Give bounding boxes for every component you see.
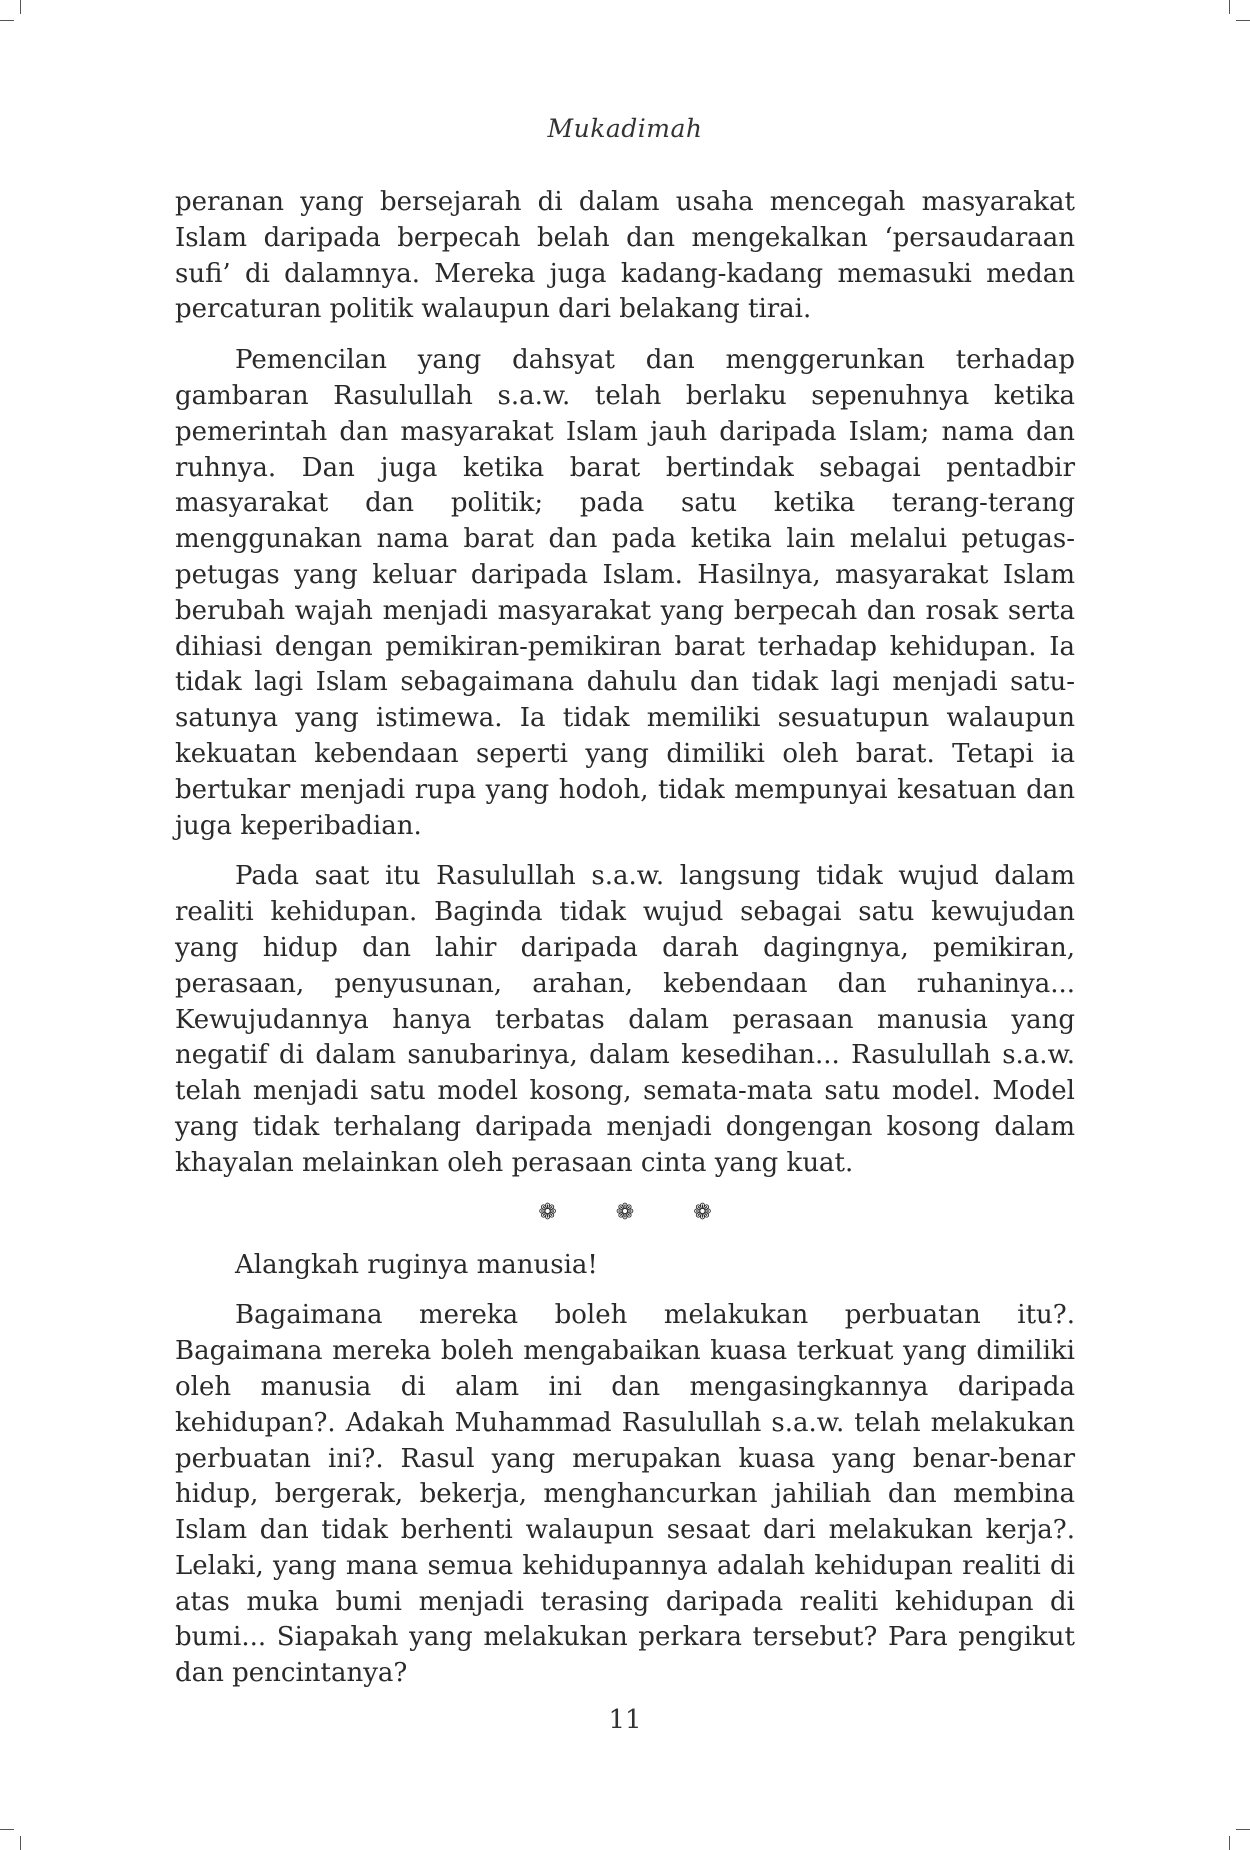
- paragraph: Pemencilan yang dahsyat dan menggerunkan terhadap gambaran Rasulullah s.a.w. telah berlaku sepenuhnya ketika pemerintah dan masyarakat Islam jauh daripada Islam; nama dan ruhnya. Dan juga ketika barat bertindak sebagai pentadbir masyarakat dan politik; pada satu ketika terang-terang menggunakan nama barat dan pada ketika lain melalui petugas-petugas yang keluar daripada Islam. Hasilnya, masyarakat Islam berubah wajah menjadi masyarakat yang berpecah dan rosak serta dihiasi dengan pemikiran-pemikiran barat terhadap kehidupan. Ia tidak lagi Islam sebagaimana dahulu dan tidak lagi menjadi satu-satunya yang istimewa. Ia tidak memiliki sesuatupun walaupun kekuatan kebendaan seperti yang dimiliki oleh barat. Tetapi ia bertukar menjadi rupa yang hodoh, tidak mempunyai kesatuan dan juga keperibadian.: [175, 345, 1075, 841]
- crop-mark-top-right-h: [1236, 20, 1250, 21]
- flower-ornament-icon: ❁: [693, 1199, 712, 1225]
- crop-mark-top-right: [1229, 0, 1230, 14]
- crop-mark-top-left: [20, 0, 21, 14]
- flower-ornament-icon: ❁: [538, 1199, 557, 1225]
- crop-mark-bottom-right: [1229, 1836, 1230, 1850]
- crop-mark-top-left-h: [0, 20, 14, 21]
- crop-mark-bottom-left: [20, 1836, 21, 1850]
- paragraph-continuation: peranan yang bersejarah di dalam usaha mencegah masyarakat Islam daripada berpecah belah dan mengekalkan ‘persaudaraan sufi’ di dalamnya. Mereka juga kadang-kadang memasuki medan percaturan politik walaupun dari belakang tirai.: [175, 187, 1075, 325]
- page-number: 11: [608, 1705, 642, 1735]
- running-head: Mukadimah: [547, 114, 703, 143]
- paragraph: Bagaimana mereka boleh melakukan perbuatan itu?. Bagaimana mereka boleh mengabaikan kuasa terkuat yang dimiliki oleh manusia di alam ini dan mengasingkannya daripada kehidupan?. Adakah Muhammad Rasulullah s.a.w. telah melakukan perbuatan ini?. Rasul yang merupakan kuasa yang benar-benar hidup, bergerak, bekerja, menghancurkan jahiliah dan membina Islam dan tidak berhenti walaupun sesaat dari melakukan kerja?. Lelaki, yang mana semua kehidupannya adalah kehidupan realiti di atas muka bumi menjadi terasing daripada realiti kehidupan di bumi... Siapakah yang melakukan perkara tersebut? Para pengikut dan pencintanya?: [175, 1300, 1075, 1689]
- paragraph: Pada saat itu Rasulullah s.a.w. langsung tidak wujud dalam realiti kehidupan. Baginda tidak wujud sebagai satu kewujudan yang hidup dan lahir daripada darah dagingnya, pemikiran, perasaan, penyusunan, arahan, kebendaan dan ruhaninya... Kewujudannya hanya terbatas dalam perasaan manusia yang negatif di dalam sanubarinya, dalam kesedihan... Rasulullah s.a.w. telah menjadi satu model kosong, semata-mata satu model. Model yang tidak terhalang daripada menjadi dongengan kosong dalam khayalan melainkan oleh perasaan cinta yang kuat.: [175, 861, 1075, 1178]
- body-text: [175, 185, 1075, 1707]
- crop-mark-bottom-right-h: [1236, 1829, 1250, 1830]
- section-divider: [175, 1197, 1075, 1229]
- crop-mark-bottom-left-h: [0, 1829, 14, 1830]
- paragraph: Alangkah ruginya manusia!: [235, 1249, 598, 1280]
- flower-ornament-icon: ❁: [615, 1199, 635, 1225]
